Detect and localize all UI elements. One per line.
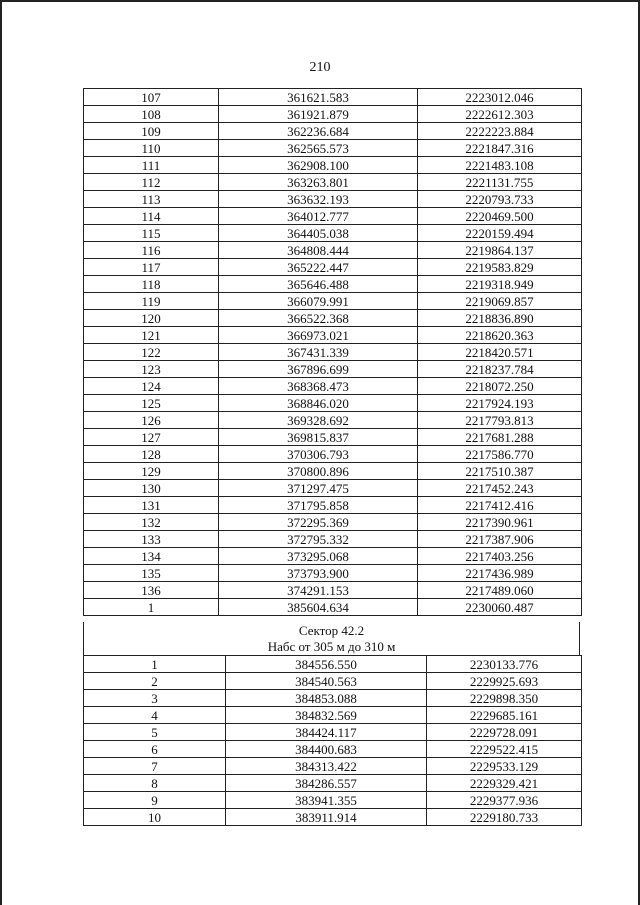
point-number-cell: 107: [84, 89, 219, 106]
point-number-cell: 3: [84, 690, 226, 707]
point-number-cell: 110: [84, 140, 219, 157]
y-coordinate-cell: 2217412.416: [418, 497, 582, 514]
table-row: [84, 582, 582, 599]
y-coordinate-cell: 2229522.415: [427, 741, 582, 758]
point-number-cell: 115: [84, 225, 219, 242]
y-coordinate-cell: 2219069.857: [418, 293, 582, 310]
coordinates-table-bottom: [83, 655, 582, 826]
y-coordinate-cell: 2217403.256: [418, 548, 582, 565]
y-coordinate-cell: 2217924.193: [418, 395, 582, 412]
point-number-cell: 1: [84, 656, 226, 673]
point-number-cell: 118: [84, 276, 219, 293]
x-coordinate-cell: 364405.038: [219, 225, 418, 242]
x-coordinate-cell: 368368.473: [219, 378, 418, 395]
y-coordinate-cell: 2218620.363: [418, 327, 582, 344]
x-coordinate-cell: 365222.447: [219, 259, 418, 276]
point-number-cell: 2: [84, 673, 226, 690]
table-row: [84, 344, 582, 361]
x-coordinate-cell: 364808.444: [219, 242, 418, 259]
sector-header: [83, 622, 580, 656]
x-coordinate-cell: 363632.193: [219, 191, 418, 208]
table-row: [84, 809, 582, 826]
table-row: [84, 758, 582, 775]
table-row: [84, 412, 582, 429]
table-row: [84, 106, 582, 123]
point-number-cell: 121: [84, 327, 219, 344]
point-number-cell: 117: [84, 259, 219, 276]
sector-title: Сектор 42.2: [298, 623, 365, 638]
page-number: 210: [309, 60, 331, 75]
point-number-cell: 127: [84, 429, 219, 446]
point-number-cell: 113: [84, 191, 219, 208]
y-coordinate-cell: 2217510.387: [418, 463, 582, 480]
table-row: [84, 378, 582, 395]
x-coordinate-cell: 384556.550: [226, 656, 427, 673]
table-row: [84, 259, 582, 276]
y-coordinate-cell: 2217586.770: [418, 446, 582, 463]
point-number-cell: 131: [84, 497, 219, 514]
table-row: [84, 276, 582, 293]
table-row: [84, 157, 582, 174]
point-number-cell: 7: [84, 758, 226, 775]
point-number-cell: 9: [84, 792, 226, 809]
table-row: [84, 174, 582, 191]
y-coordinate-cell: 2218072.250: [418, 378, 582, 395]
x-coordinate-cell: 369328.692: [219, 412, 418, 429]
y-coordinate-cell: 2218420.571: [418, 344, 582, 361]
x-coordinate-cell: 384540.563: [226, 673, 427, 690]
x-coordinate-cell: 372295.369: [219, 514, 418, 531]
table-row: [84, 361, 582, 378]
y-coordinate-cell: 2217452.243: [418, 480, 582, 497]
point-number-cell: 109: [84, 123, 219, 140]
y-coordinate-cell: 2229329.421: [427, 775, 582, 792]
x-coordinate-cell: 383911.914: [226, 809, 427, 826]
y-coordinate-cell: 2223012.046: [418, 89, 582, 106]
y-coordinate-cell: 2219583.829: [418, 259, 582, 276]
y-coordinate-cell: 2221847.316: [418, 140, 582, 157]
x-coordinate-cell: 383941.355: [226, 792, 427, 809]
x-coordinate-cell: 373793.900: [219, 565, 418, 582]
y-coordinate-cell: 2229925.693: [427, 673, 582, 690]
x-coordinate-cell: 365646.488: [219, 276, 418, 293]
x-coordinate-cell: 362236.684: [219, 123, 418, 140]
point-number-cell: 114: [84, 208, 219, 225]
table-row: [84, 724, 582, 741]
scan-border-top: [0, 0, 640, 2]
point-number-cell: 8: [84, 775, 226, 792]
point-number-cell: 122: [84, 344, 219, 361]
y-coordinate-cell: 2217681.288: [418, 429, 582, 446]
y-coordinate-cell: 2218836.890: [418, 310, 582, 327]
y-coordinate-cell: 2230060.487: [418, 599, 582, 616]
x-coordinate-cell: 368846.020: [219, 395, 418, 412]
point-number-cell: 116: [84, 242, 219, 259]
y-coordinate-cell: 2229180.733: [427, 809, 582, 826]
point-number-cell: 132: [84, 514, 219, 531]
y-coordinate-cell: 2229685.161: [427, 707, 582, 724]
x-coordinate-cell: 366973.021: [219, 327, 418, 344]
point-number-cell: 135: [84, 565, 219, 582]
x-coordinate-cell: 384853.088: [226, 690, 427, 707]
x-coordinate-cell: 384286.557: [226, 775, 427, 792]
x-coordinate-cell: 366522.368: [219, 310, 418, 327]
x-coordinate-cell: 369815.837: [219, 429, 418, 446]
table-row: [84, 656, 582, 673]
y-coordinate-cell: 2222223.884: [418, 123, 582, 140]
table-row: [84, 89, 582, 106]
table-row: [84, 480, 582, 497]
y-coordinate-cell: 2229728.091: [427, 724, 582, 741]
point-number-cell: 123: [84, 361, 219, 378]
y-coordinate-cell: 2219864.137: [418, 242, 582, 259]
point-number-cell: 1: [84, 599, 219, 616]
table-row: [84, 310, 582, 327]
point-number-cell: 128: [84, 446, 219, 463]
y-coordinate-cell: 2218237.784: [418, 361, 582, 378]
point-number-cell: 5: [84, 724, 226, 741]
table-row: [84, 293, 582, 310]
x-coordinate-cell: 384832.569: [226, 707, 427, 724]
table-row: [84, 548, 582, 565]
point-number-cell: 108: [84, 106, 219, 123]
table-row: [84, 123, 582, 140]
table-row: [84, 208, 582, 225]
point-number-cell: 124: [84, 378, 219, 395]
table-row: [84, 463, 582, 480]
table-row: [84, 707, 582, 724]
table-row: [84, 741, 582, 758]
table-row: [84, 191, 582, 208]
x-coordinate-cell: 364012.777: [219, 208, 418, 225]
y-coordinate-cell: 2217436.989: [418, 565, 582, 582]
x-coordinate-cell: 361621.583: [219, 89, 418, 106]
x-coordinate-cell: 384424.117: [226, 724, 427, 741]
y-coordinate-cell: 2229898.350: [427, 690, 582, 707]
point-number-cell: 10: [84, 809, 226, 826]
table-row: [84, 395, 582, 412]
scan-border-left: [0, 0, 2, 905]
x-coordinate-cell: 362908.100: [219, 157, 418, 174]
table-row: [84, 225, 582, 242]
x-coordinate-cell: 384313.422: [226, 758, 427, 775]
x-coordinate-cell: 373295.068: [219, 548, 418, 565]
y-coordinate-cell: 2229377.936: [427, 792, 582, 809]
y-coordinate-cell: 2217793.813: [418, 412, 582, 429]
table-row: [84, 497, 582, 514]
table-row: [84, 446, 582, 463]
coordinates-table-top: [83, 88, 582, 616]
point-number-cell: 6: [84, 741, 226, 758]
y-coordinate-cell: 2229533.129: [427, 758, 582, 775]
x-coordinate-cell: 366079.991: [219, 293, 418, 310]
table-row: [84, 140, 582, 157]
table-row: [84, 599, 582, 616]
point-number-cell: 133: [84, 531, 219, 548]
x-coordinate-cell: 367431.339: [219, 344, 418, 361]
table-row: [84, 673, 582, 690]
table-row: [84, 690, 582, 707]
x-coordinate-cell: 384400.683: [226, 741, 427, 758]
point-number-cell: 134: [84, 548, 219, 565]
point-number-cell: 112: [84, 174, 219, 191]
point-number-cell: 119: [84, 293, 219, 310]
point-number-cell: 120: [84, 310, 219, 327]
y-coordinate-cell: 2220469.500: [418, 208, 582, 225]
point-number-cell: 125: [84, 395, 219, 412]
x-coordinate-cell: 371297.475: [219, 480, 418, 497]
table-row: [84, 514, 582, 531]
y-coordinate-cell: 2220793.733: [418, 191, 582, 208]
point-number-cell: 4: [84, 707, 226, 724]
x-coordinate-cell: 370306.793: [219, 446, 418, 463]
point-number-cell: 126: [84, 412, 219, 429]
x-coordinate-cell: 385604.634: [219, 599, 418, 616]
x-coordinate-cell: 374291.153: [219, 582, 418, 599]
x-coordinate-cell: 362565.573: [219, 140, 418, 157]
x-coordinate-cell: 370800.896: [219, 463, 418, 480]
y-coordinate-cell: 2221131.755: [418, 174, 582, 191]
y-coordinate-cell: 2219318.949: [418, 276, 582, 293]
table-row: [84, 429, 582, 446]
point-number-cell: 111: [84, 157, 219, 174]
y-coordinate-cell: 2230133.776: [427, 656, 582, 673]
x-coordinate-cell: 363263.801: [219, 174, 418, 191]
point-number-cell: 129: [84, 463, 219, 480]
x-coordinate-cell: 372795.332: [219, 531, 418, 548]
table-row: [84, 531, 582, 548]
y-coordinate-cell: 2222612.303: [418, 106, 582, 123]
y-coordinate-cell: 2217390.961: [418, 514, 582, 531]
y-coordinate-cell: 2221483.108: [418, 157, 582, 174]
table-row: [84, 327, 582, 344]
sector-subtitle: Набс от 305 м до 310 м: [267, 639, 396, 654]
point-number-cell: 136: [84, 582, 219, 599]
table-row: [84, 792, 582, 809]
y-coordinate-cell: 2217387.906: [418, 531, 582, 548]
y-coordinate-cell: 2220159.494: [418, 225, 582, 242]
table-row: [84, 775, 582, 792]
y-coordinate-cell: 2217489.060: [418, 582, 582, 599]
point-number-cell: 130: [84, 480, 219, 497]
table-row: [84, 242, 582, 259]
x-coordinate-cell: 361921.879: [219, 106, 418, 123]
table-row: [84, 565, 582, 582]
x-coordinate-cell: 367896.699: [219, 361, 418, 378]
x-coordinate-cell: 371795.858: [219, 497, 418, 514]
